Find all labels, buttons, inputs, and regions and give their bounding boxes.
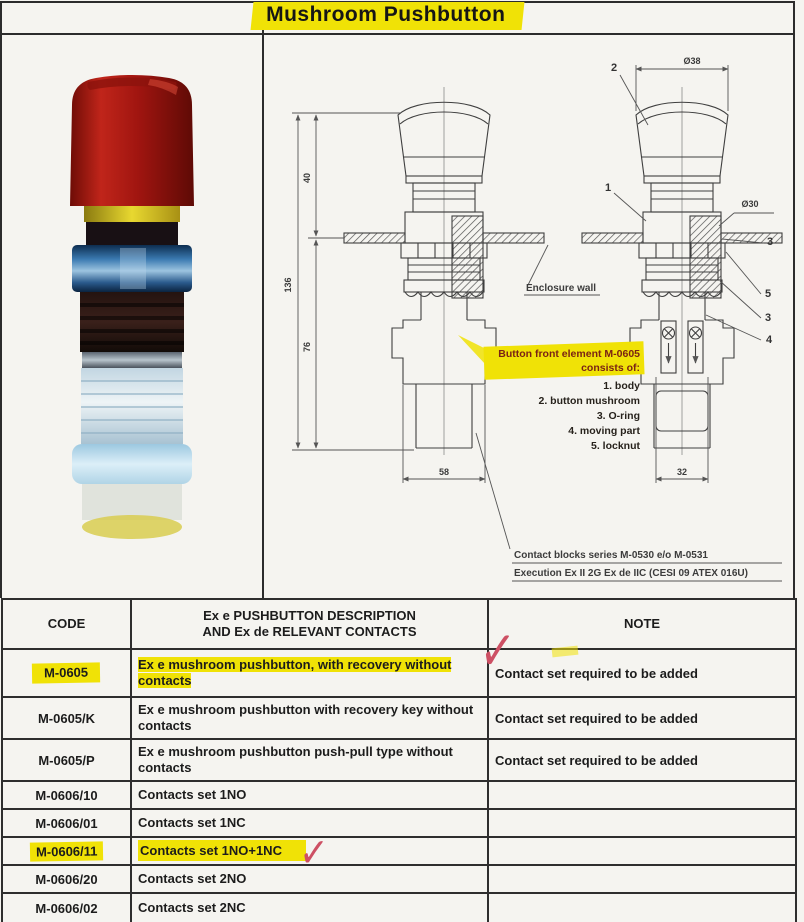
spec-table <box>1 598 797 922</box>
frame-right-border <box>793 1 795 598</box>
parts-note-line2: consists of: <box>581 362 640 374</box>
row-note: Contact set required to be added <box>488 697 796 739</box>
title-highlight <box>251 2 525 30</box>
technical-drawings <box>264 35 792 598</box>
row-description: Ex e mushroom pushbutton push-pull type without contacts <box>131 739 488 781</box>
table-row <box>2 837 796 865</box>
row-description: Contacts set 2NC <box>131 893 488 922</box>
row-code: M-0605/P <box>2 739 131 781</box>
parts-note <box>458 335 645 452</box>
enclosure-wall-label <box>524 245 600 295</box>
dim-above-panel: 40 <box>302 172 312 184</box>
photo-pale-blue-ring <box>72 444 192 484</box>
row-note <box>488 893 796 922</box>
table-row <box>2 809 796 837</box>
dim-right-width: 32 <box>676 467 688 477</box>
photo-blue-ring <box>72 245 192 292</box>
callout-body: 1 <box>604 182 612 194</box>
photo-threaded-section <box>80 292 184 352</box>
svg-text:Enclosure wall: Enclosure wall <box>526 283 597 294</box>
row-code: M-0606/02 <box>2 893 131 922</box>
contact-note-line1: Contact blocks series M-0530 e/o M-0531 <box>514 550 708 561</box>
header-description-line2: AND Ex de RELEVANT CONTACTS <box>202 624 417 639</box>
row-note <box>488 809 796 837</box>
row-note <box>488 837 796 865</box>
photo-metal-ring <box>82 352 182 368</box>
pushbutton-photo <box>2 35 262 598</box>
contact-blocks-note <box>476 433 782 581</box>
row-description: Contacts set 1NC <box>131 809 488 837</box>
photo-black-section <box>86 222 178 245</box>
header-code: CODE <box>2 599 131 649</box>
parts-note-item: 4. moving part <box>568 425 640 437</box>
dim-below-panel: 76 <box>302 341 312 353</box>
left-section-drawing <box>344 87 544 455</box>
dim-total-height: 136 <box>283 277 293 293</box>
row-description: Contacts set 2NO <box>131 865 488 893</box>
row-code: M-0605/K <box>2 697 131 739</box>
callout-locknut: 5 <box>764 288 772 300</box>
row-note <box>488 781 796 809</box>
header-description <box>131 599 488 649</box>
callout-moving-part: 4 <box>765 334 773 346</box>
header-description-line1: Ex e PUSHBUTTON DESCRIPTION <box>203 607 416 623</box>
row-code: M-0606/10 <box>2 781 131 809</box>
dim-top-diameter: Ø38 <box>683 56 701 66</box>
photo-white-base <box>82 484 182 520</box>
contact-note-line2: Execution Ex II 2G Ex de IIC (CESI 09 ATEX 016U) <box>514 568 748 579</box>
parts-note-line1: Button front element M-0605 <box>498 348 640 360</box>
parts-note-item: 5. locknut <box>590 440 640 452</box>
row-note <box>488 865 796 893</box>
row-code: M-0606/01 <box>2 809 131 837</box>
table-row <box>2 649 796 697</box>
row-description: Ex e mushroom pushbutton, with recovery without contacts <box>138 656 452 688</box>
title-text: Mushroom Pushbutton <box>266 3 506 26</box>
table-row <box>2 781 796 809</box>
dim-left-width: 58 <box>438 467 450 477</box>
row-description: Contacts set 1NO <box>131 781 488 809</box>
callout-mushroom: 2 <box>610 62 618 74</box>
row-note: Contact set required to be added <box>488 739 796 781</box>
photo-yellow-base <box>82 515 182 539</box>
row-note: Contact set required to be added <box>488 649 796 697</box>
row-code: M-0605 <box>32 662 100 683</box>
dim-body-diameter: Ø30 <box>741 199 759 209</box>
page-title <box>252 2 523 30</box>
photo-yellow-ring <box>84 206 180 222</box>
table-row <box>2 739 796 781</box>
checkmark-m0605: ✓ <box>477 617 518 686</box>
parts-note-item: 2. button mushroom <box>538 395 640 407</box>
checkmark-m0606-11: ✓ <box>297 827 330 878</box>
photo-red-cap <box>70 75 194 206</box>
table-row <box>2 865 796 893</box>
table-header-row <box>2 599 796 649</box>
row-description: Ex e mushroom pushbutton with recovery key without contacts <box>131 697 488 739</box>
table-row <box>2 893 796 922</box>
row-code: M-0606/11 <box>30 841 104 861</box>
callout-oring-bottom: 3 <box>764 312 772 324</box>
header-note: NOTE <box>488 599 796 649</box>
table-row <box>2 697 796 739</box>
row-description: Contacts set 1NO+1NC <box>138 840 306 861</box>
callout-oring-top: 3 <box>766 236 774 248</box>
photo-frosted-body <box>81 368 183 444</box>
parts-note-item: 3. O-ring <box>596 410 640 422</box>
parts-note-item: 1. body <box>603 380 640 392</box>
row-code: M-0606/20 <box>2 865 131 893</box>
